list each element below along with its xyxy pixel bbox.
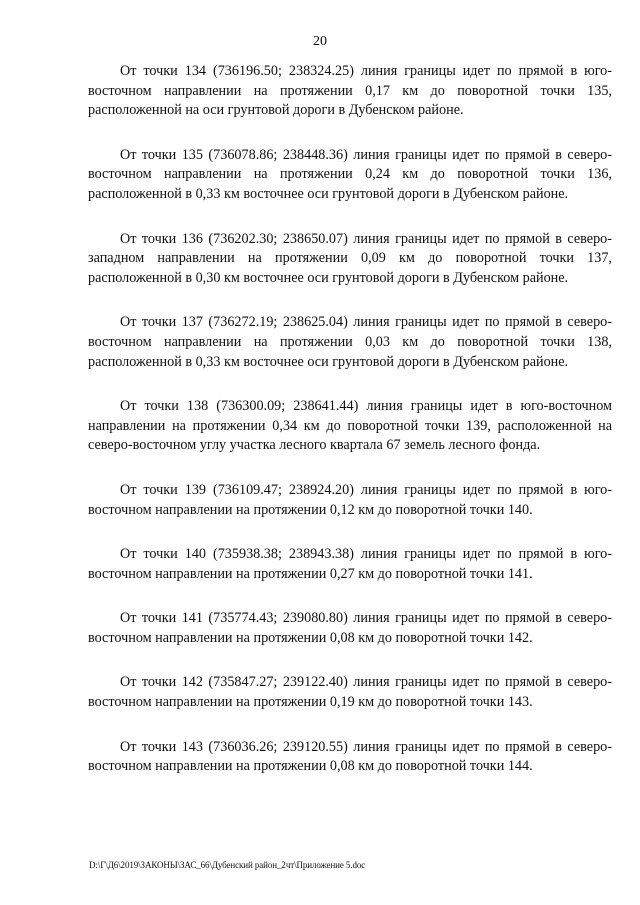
- paragraph-point-140: От точки 140 (735938.38; 238943.38) линия границы идет по прямой в юго-восточном направлении на протяжении 0,27 км до поворотной точки 141.: [88, 546, 612, 582]
- document-body: [88, 62, 612, 802]
- page-number: 20: [313, 34, 327, 49]
- paragraph-point-141: От точки 141 (735774.43; 239080.80) линия границы идет по прямой в северо-восточном направлении на протяжении 0,08 км до поворотной точки 142.: [88, 610, 612, 646]
- paragraph-point-138: От точки 138 (736300.09; 238641.44) линия границы идет в юго-восточном направлении на протяжении 0,34 км до поворотной точки 139, расположенной на северо-восточном углу участка лесного квартала 67 земель лесного фонда.: [88, 398, 612, 454]
- paragraph-point-142: От точки 142 (735847.27; 239122.40) линия границы идет по прямой в северо-восточном направлении на протяжении 0,19 км до поворотной точки 143.: [88, 674, 612, 711]
- paragraph-point-136: От точки 136 (736202.30; 238650.07) линия границы идет по прямой в северо-западном направлении на протяжении 0,09 км до поворотной точки 137, расположенной в 0,30 км восточнее оси грунтовой дороги в Дубенском районе.: [88, 230, 612, 286]
- paragraph-point-137: От точки 137 (736272.19; 238625.04) линия границы идет по прямой в северо-восточном направлении на протяжении 0,03 км до поворотной точки 138, расположенной в 0,33 км восточнее оси грунтовой дороги в Дубенском районе.: [88, 314, 612, 370]
- paragraph-point-134: От точки 134 (736196.50; 238324.25) линия границы идет по прямой в юго-восточном направлении на протяжении 0,17 км до поворотной точки 135, расположенной на оси грунтовой дороги в Дубенском районе.: [88, 63, 612, 119]
- paragraph-point-139: От точки 139 (736109.47; 238924.20) линия границы идет по прямой в юго-восточном направлении на протяжении 0,12 км до поворотной точки 140.: [88, 481, 612, 518]
- footer-file-path: D:\Г\Д6\2019\ЗАКОНЫ\ЗАС_66\Дубенский район_2чт\Приложение 5.doc: [89, 860, 366, 870]
- paragraph-point-143: От точки 143 (736036.26; 239120.55) линия границы идет по прямой в северо-восточном направлении на протяжении 0,08 км до поворотной точки 144.: [88, 738, 612, 775]
- paragraph-point-135: От точки 135 (736078.86; 238448.36) линия границы идет по прямой в северо-восточном направлении на протяжении 0,24 км до поворотной точки 136, расположенной в 0,33 км восточнее оси грунтовой дороги в Дубенском районе.: [88, 146, 612, 202]
